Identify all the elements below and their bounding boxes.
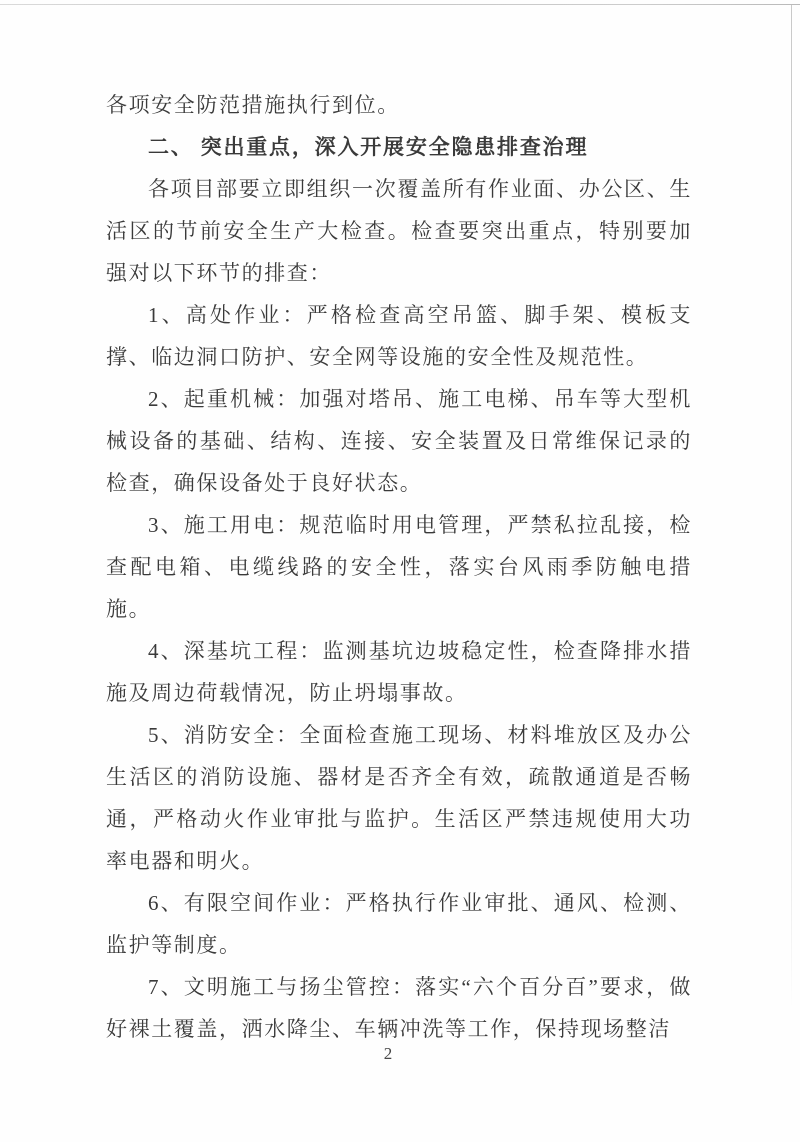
paragraph-item-7: 7、文明施工与扬尘管控：落实“六个百分百”要求，做好裸土覆盖，洒水降尘、车辆冲洗等工作，保持现场整洁 — [106, 975, 692, 1041]
section-heading: 二、 突出重点，深入开展安全隐患排查治理 — [148, 135, 589, 159]
scan-edge-right-line — [791, 5, 792, 1010]
paragraph-item-5: 5、消防安全：全面检查施工现场、材料堆放区及办公生活区的消防设施、器材是否齐全有效，疏散通道是否畅通，严格动火作业审批与监护。生活区严禁违规使用大功率电器和明火。 — [106, 723, 692, 873]
paragraph-item-6: 6、有限空间作业：严格执行作业审批、通风、检测、监护等制度。 — [106, 891, 692, 957]
paragraph-item-1: 1、高处作业：严格检查高空吊篮、脚手架、模板支撑、临边洞口防护、安全网等设施的安全性及规范性。 — [106, 303, 692, 369]
document-body — [106, 84, 692, 1050]
paragraph-item-2: 2、起重机械：加强对塔吊、施工电梯、吊车等大型机械设备的基础、结构、连接、安全装置及日常维保记录的检查，确保设备处于良好状态。 — [106, 387, 692, 495]
page-number: 2 — [383, 1044, 393, 1063]
paragraph-continuation: 各项安全防范措施执行到位。 — [106, 93, 400, 117]
paragraph-item-4: 4、深基坑工程：监测基坑边坡稳定性，检查降排水措施及周边荷载情况，防止坍塌事故。 — [106, 639, 692, 705]
scan-edge-top-line — [0, 4, 800, 5]
paragraph-item-3: 3、施工用电：规范临时用电管理，严禁私拉乱接，检查配电箱、电缆线路的安全性，落实台风雨季防触电措施。 — [106, 513, 692, 621]
paragraph-intro: 各项目部要立即组织一次覆盖所有作业面、办公区、生活区的节前安全生产大检查。检查要突出重点，特别要加强对以下环节的排查： — [106, 177, 692, 285]
